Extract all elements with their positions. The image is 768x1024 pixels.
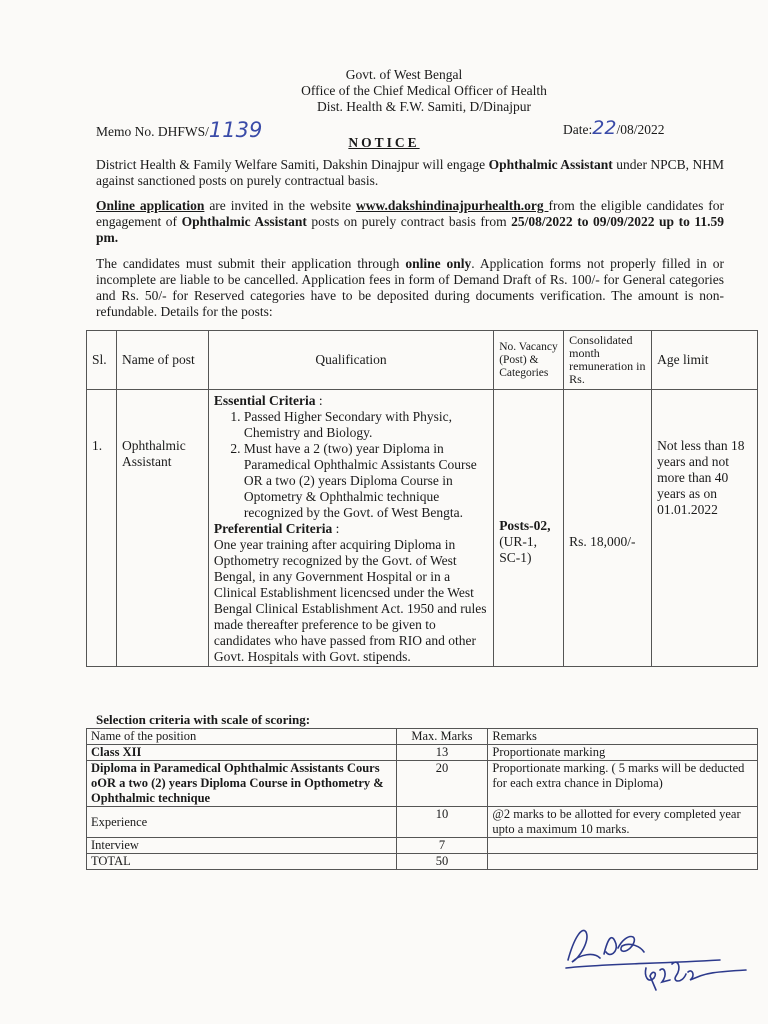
scoring-position: Interview	[87, 838, 397, 854]
row-sl: 1.	[87, 390, 117, 667]
scoring-remarks: @2 marks to be allotted for every completed year upto a maximum 10 marks.	[488, 807, 758, 838]
application-paragraph: Online application are invited in the website www.dakshindinajpurhealth.org from the eligible candidates for engagement of Ophthalmic Assistant posts on purely contract basis from 25/08/2022 to 09/09/2022 up to 11.59 pm.	[96, 198, 725, 245]
scoring-remarks: Proportionate marking. ( 5 marks will be deducted for each extra chance in Diploma)	[488, 761, 758, 807]
scoring-remarks	[488, 838, 758, 854]
scoring-marks: 7	[396, 838, 488, 854]
scoring-remarks: Proportionate marking	[488, 745, 758, 761]
signature-icon	[560, 918, 750, 998]
scoring-row	[87, 807, 758, 838]
header-name: Name of post	[116, 331, 208, 390]
header-remuneration: Consolidated month remuneration in Rs.	[564, 331, 652, 390]
posts-table-row	[87, 390, 758, 667]
date-label: Date:	[563, 122, 593, 137]
essential-item: 1. Passed Higher Secondary with Physic, Chemistry and Biology.	[244, 409, 488, 441]
date-rest: /08/2022	[616, 122, 665, 137]
scoring-marks: 10	[396, 807, 488, 838]
scoring-row	[87, 838, 758, 854]
scoring-header-remarks: Remarks	[488, 729, 758, 745]
scoring-position: Class XII	[87, 745, 397, 761]
header-samiti: Dist. Health & F.W. Samiti, D/Dinajpur	[316, 99, 532, 114]
header-office: Office of the Chief Medical Officer of Health	[301, 83, 547, 98]
row-post-name: Ophthalmic Assistant	[116, 390, 208, 667]
website-link[interactable]: www.dakshindinajpurhealth.org	[356, 198, 549, 213]
date-handwritten-day: 22	[592, 117, 617, 139]
vacancy-posts: Posts-02,	[499, 518, 551, 533]
scoring-position: Experience	[87, 807, 397, 838]
selection-criteria-title: Selection criteria with scale of scoring:	[96, 712, 311, 727]
vacancy-categories: (UR-1, SC-1)	[499, 534, 538, 565]
scoring-remarks	[488, 854, 758, 870]
essential-item: 2. Must have a 2 (two) year Diploma in Paramedical Ophthalmic Assistants Course OR a two (2) years Diploma Course in Optometry & Ophthalmic technique recognized by the Govt. of West Bengta.	[244, 441, 488, 521]
scoring-marks: 50	[396, 854, 488, 870]
essential-criteria-list	[214, 409, 488, 521]
memo-handwritten-number: 1139	[208, 118, 263, 142]
row-age-limit: Not less than 18 years and not more than 40 years as on 01.01.2022	[652, 390, 758, 667]
scoring-table	[86, 728, 758, 870]
row-qualification: Essential Criteria : 1. Passed Higher Secondary with Physic, Chemistry and Biology. 2. Must have a 2 (two) year Diploma in Paramedical Ophthalmic Assistants Course OR a two (2) years Diploma Course in Optometry & Ophthalmic technique recognized by the Govt. of West Bengta. Preferential Criteria : One year training after acquiring Diploma in Opthometry recognized by the Govt. of West Bengal, in any Government Hospital or in a Clinical Establishment licencsed under the West Bengal Clinical Establishment Act. 1950 and rules made thereafter preference to be given to candidates who have passed from RIO and other Govt. Hospitals with Govt. stipends.	[208, 390, 493, 667]
scoring-header	[87, 729, 758, 745]
essential-criteria-title: Essential Criteria	[213, 393, 316, 408]
header-age: Age limit	[652, 331, 758, 390]
header-sl: Sl.	[87, 331, 117, 390]
header-vacancy: No. Vacancy (Post) & Categories	[494, 331, 564, 390]
row-remuneration: Rs. 18,000/-	[564, 390, 652, 667]
header-govt: Govt. of West Bengal	[345, 67, 463, 82]
scoring-marks: 20	[396, 761, 488, 807]
scoring-header-position: Name of the position	[87, 729, 397, 745]
notice-title: NOTICE	[348, 135, 420, 150]
header-qualification: Qualification	[208, 331, 493, 390]
scoring-row	[87, 854, 758, 870]
preferential-criteria-text: One year training after acquiring Diploma in Opthometry recognized by the Govt. of West Bengal, in any Government Hospital or in a Clinical Establishment licencsed under the West Bengal Clinical Establishment Act. 1950 and rules made thereafter preference to be given to candidates who have passed from RIO and other Govt. Hospitals with Govt. stipends.	[213, 537, 487, 664]
posts-table	[86, 330, 758, 667]
scoring-header-marks: Max. Marks	[396, 729, 488, 745]
online-application-text: Online application	[96, 198, 205, 213]
scoring-row	[87, 761, 758, 807]
posts-table-header	[87, 331, 758, 390]
intro-paragraph: District Health & Family Welfare Samiti, Dakshin Dinajpur will engage Ophthalmic Assistant under NPCB, NHM against sanctioned posts on purely contractual basis.	[96, 157, 724, 188]
scoring-row	[87, 745, 758, 761]
scoring-marks: 13	[396, 745, 488, 761]
scoring-position: Diploma in Paramedical Ophthalmic Assistants Cours oOR a two (2) years Diploma Course in Opthometry & Ophthalmic technique	[87, 761, 397, 807]
memo-label: Memo No. DHFWS/	[96, 124, 209, 139]
row-vacancy	[494, 390, 564, 667]
preferential-criteria-title: Preferential Criteria	[213, 521, 333, 536]
scoring-position: TOTAL	[87, 854, 397, 870]
instructions-paragraph: The candidates must submit their application through online only. Application forms not properly filled in or incomplete are liable to be cancelled. Application fees in form of Demand Draft of Rs. 100/- for General categories and Rs. 50/- for Reserved categories have to be deposited during documents verification. The amount is non-refundable. Details for the posts:	[96, 256, 724, 319]
